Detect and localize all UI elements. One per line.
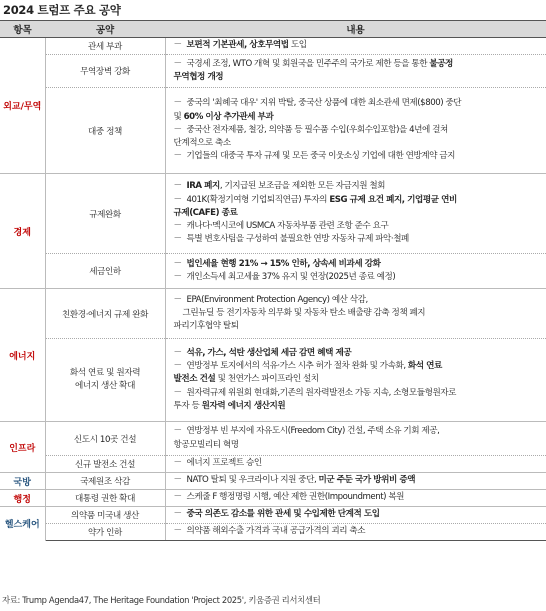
policy-cell <box>45 339 165 422</box>
policy-cell: 국제원조 삭감 <box>45 473 165 490</box>
content-text: 에너지 프로젝트 승인 <box>186 458 262 469</box>
content-cell <box>165 174 546 254</box>
dash-bullet: － <box>173 294 182 305</box>
table-row <box>0 289 546 339</box>
table-row <box>0 422 546 456</box>
content-cell <box>165 339 546 422</box>
dash-bullet: － <box>173 40 182 51</box>
content-text: 단계적으로 축소 <box>173 138 231 149</box>
table-row <box>0 55 546 88</box>
content-text: 그린뉴딜 등 전기자동차 의무화 및 자동차 탄소 배출량 감축 정책 폐지 <box>182 307 426 318</box>
category-admin: 행정 <box>0 490 45 507</box>
policy-cell: 대중 정책 <box>45 88 165 174</box>
table-row <box>0 88 546 174</box>
content-cell <box>165 254 546 289</box>
category-health: 헬스케어 <box>0 507 45 541</box>
dash-bullet: － <box>173 124 182 135</box>
header-content: 내용 <box>165 21 546 38</box>
policy-cell: 세금인하 <box>45 254 165 289</box>
content-bold: 60% 이상 추가관세 부과 <box>183 111 274 122</box>
content-text: , 기지급된 보조금을 제외한 모든 자금지원 철회 <box>219 181 386 192</box>
policy-cell: 관세 부과 <box>45 38 165 55</box>
content-text: 스케줄 F 행정명령 시행, 예산 제한 권한(Impoundment) 복원 <box>186 492 405 503</box>
content-text: 중국의 '최혜국 대우' 지위 박탈, 중국산 상품에 대한 최소관세 면제($800) 중단 <box>186 98 462 109</box>
content-cell <box>165 88 546 174</box>
table-row <box>0 254 546 289</box>
content-text: 국경세 조정, WTO 개혁 및 회원국을 민주주의 국가로 제한 등을 통한 <box>186 58 430 69</box>
content-bold: 발전소 건설 <box>173 374 216 385</box>
content-text: NATO 탈퇴 및 우크라이나 지원 중단, <box>186 475 319 486</box>
content-text: 항공모빌리티 혁명 <box>173 439 239 450</box>
policy-line: 화석 연료 및 원자력 <box>69 368 141 378</box>
content-text: 중국산 전자제품, 철강, 의약품 등 필수품 수입(우회수입포함)을 4년에 걸쳐 <box>186 124 448 135</box>
content-text: 원자력규제 위원회 현대화,기존의 원자력발전소 가동 지속, 소형모듈형원자로 <box>186 387 457 398</box>
dash-bullet: － <box>173 181 182 192</box>
dash-bullet: － <box>173 151 182 162</box>
table-header-row <box>0 21 546 38</box>
content-bold: 무역협정 개정 <box>173 72 224 82</box>
policy-cell: 대통령 권한 확대 <box>45 490 165 507</box>
dash-bullet: － <box>173 58 182 69</box>
content-text: 기업들의 대중국 투자 규제 및 모든 중국 이웃소싱 기업에 대한 연방계약 금지 <box>186 151 455 162</box>
content-cell <box>165 55 546 88</box>
dash-bullet: － <box>173 221 182 232</box>
category-foreign: 외교/무역 <box>0 38 45 174</box>
content-bold: 원자력 에너지 생산지원 <box>201 400 286 411</box>
content-text: 의약품 해외수출 가격과 국내 공급가격의 괴리 축소 <box>186 526 366 537</box>
content-bold: IRA 폐지 <box>186 181 220 192</box>
dash-bullet: － <box>173 526 182 537</box>
policy-cell: 규제완화 <box>45 174 165 254</box>
content-text: 캐나다·멕시코에 USMCA 자동차부품 관련 조항 준수 요구 <box>186 221 389 232</box>
category-energy: 에너지 <box>0 289 45 422</box>
table-row <box>0 507 546 524</box>
table-row <box>0 473 546 490</box>
header-category: 항목 <box>0 21 45 38</box>
dash-bullet: － <box>173 234 182 245</box>
content-bold: 법인세율 현행 21% → 15% 인하, 상속세 비과세 강화 <box>186 258 381 269</box>
policy-cell: 신규 발전소 건설 <box>45 456 165 473</box>
content-cell <box>165 507 546 524</box>
content-text: EPA(Environment Protection Agency) 예산 삭감, <box>186 294 368 305</box>
dash-bullet: － <box>173 347 182 358</box>
content-cell <box>165 473 546 490</box>
content-cell <box>165 422 546 456</box>
content-text: 연방정부 빈 부지에 자유도시(Freedom City) 건설, 주택 소유 기회 제공, <box>186 426 440 437</box>
content-cell <box>165 289 546 339</box>
table-row <box>0 339 546 422</box>
content-cell <box>165 456 546 473</box>
dash-bullet: － <box>173 258 182 269</box>
policy-cell: 신도시 10곳 건설 <box>45 422 165 456</box>
pledge-table <box>0 20 546 541</box>
table-row <box>0 490 546 507</box>
dash-bullet: － <box>173 194 182 205</box>
dash-bullet: － <box>173 475 182 486</box>
policy-cell: 약가 인하 <box>45 524 165 541</box>
category-infra: 인프라 <box>0 422 45 473</box>
content-bold: ESG 규제 요건 폐지, 기업평균 연비 <box>329 194 457 205</box>
content-text: 401K(확정기여형 기업퇴직연금) 투자의 <box>186 194 330 205</box>
content-bold: 불공정 <box>429 58 453 69</box>
content-text: 도입 <box>288 40 307 51</box>
dash-bullet: － <box>173 387 182 398</box>
policy-cell: 친환경·에너지 규제 완화 <box>45 289 165 339</box>
dash-bullet: － <box>173 272 182 282</box>
source-note: 자료: Trump Agenda47, The Heritage Foundation 'Project 2025', 키움증권 리서치센터 <box>2 595 321 605</box>
category-economy: 경제 <box>0 174 45 289</box>
content-text: 파리기후협약 탈퇴 <box>173 321 239 332</box>
table-row <box>0 174 546 254</box>
content-text: 연방정부 토지에서의 석유·가스 시추 허가 절차 완화 및 가속화, <box>186 361 408 372</box>
table-row <box>0 38 546 55</box>
page-title: 2024 트럼프 주요 공약 <box>3 3 121 17</box>
content-bold: 중국 의존도 감소를 위한 관세 및 수입제한 단계적 도입 <box>186 509 380 520</box>
dash-bullet: － <box>173 492 182 503</box>
table-row <box>0 524 546 541</box>
policy-line: 에너지 생산 확대 <box>75 381 135 391</box>
content-cell <box>165 524 546 541</box>
dash-bullet: － <box>173 458 182 469</box>
dash-bullet: － <box>173 509 182 520</box>
content-text: 및 천연가스 파이프라인 설치 <box>215 374 319 385</box>
dash-bullet: － <box>173 426 182 437</box>
content-bold: 규제(CAFE) 종료 <box>173 207 238 218</box>
content-text: 투자 등 <box>173 400 202 411</box>
header-policy: 공약 <box>45 21 165 38</box>
dash-bullet: － <box>173 98 182 109</box>
policy-cell: 무역장벽 강화 <box>45 55 165 88</box>
content-text: 및 <box>173 111 184 122</box>
content-bold: 미군 주둔 국가 방위비 증액 <box>318 475 416 486</box>
content-cell <box>165 490 546 507</box>
content-text: 개인소득세 최고세율 37% 유지 및 연장(2025년 종료 예정) <box>186 272 396 282</box>
table-row <box>0 456 546 473</box>
content-text: 특별 변호사팀을 구성하여 불필요한 연방 자동차 규제 파악·철폐 <box>186 234 409 245</box>
content-cell <box>165 38 546 55</box>
dash-bullet: － <box>173 361 182 372</box>
policy-cell: 의약품 미국내 생산 <box>45 507 165 524</box>
content-bold: 화석 연료 <box>407 361 442 372</box>
category-defense: 국방 <box>0 473 45 490</box>
content-bold: 석유, 가스, 석탄 생산업체 세금 감면 혜택 제공 <box>186 347 352 358</box>
content-bold: 보편적 기본관세, 상호무역법 <box>186 40 289 51</box>
